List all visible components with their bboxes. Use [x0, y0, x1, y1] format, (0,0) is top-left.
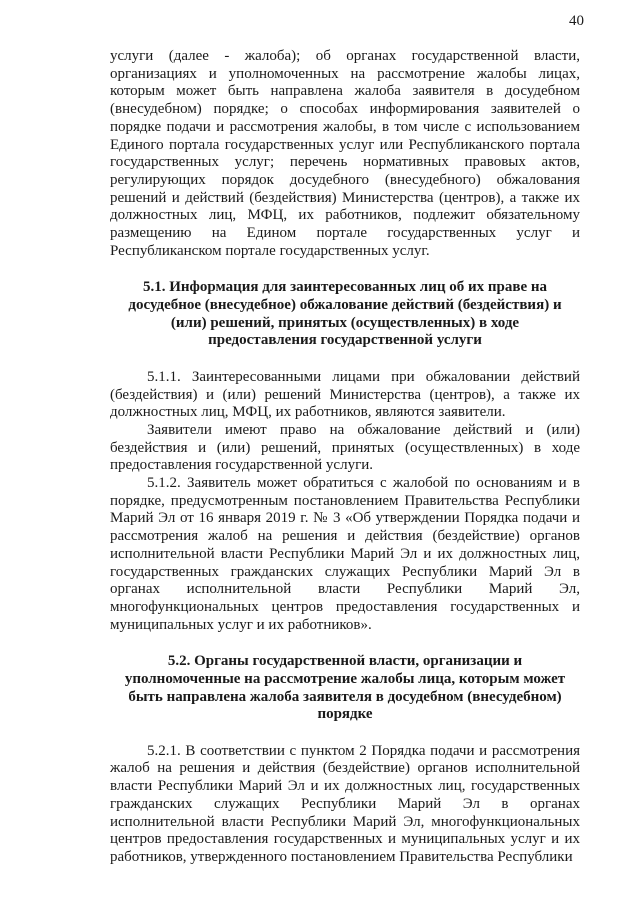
paragraph-5-2-1: 5.2.1. В соответствии с пунктом 2 Порядка подачи и рассмотрения жалоб на решения и действия (бездействие) органов исполнительной власти Республики Марий Эл и их должностных лиц, государственных гражданских служащих Республики Марий Эл в органах исполнительной власти Республики Марий Эл, многофункциональных центров предоставления государственных и муниципальных услуг и их работников, утвержденного постановлением Правительства Республики [110, 742, 580, 865]
page-number: 40 [569, 13, 584, 29]
section-heading-5-2: 5.2. Органы государственной власти, организации и уполномоченные на рассмотрение жалобы лица, которым может быть направлена жалоба заявителя в досудебном (внесудебном) порядке [124, 653, 566, 723]
paragraph-appeal-right: Заявители имеют право на обжалование действий и (или) бездействия и (или) решений, принятых (осуществленных) в ходе предоставления государственной услуги. [110, 421, 580, 474]
paragraph-5-1-1: 5.1.1. Заинтересованными лицами при обжаловании действий (бездействия) и (или) решений Министерства (центров), а также их должностных лиц, МФЦ, их работников, являются заявители. [110, 368, 580, 421]
paragraph-5-1-2: 5.1.2. Заявитель может обратиться с жалобой по основаниям и в порядке, предусмотренным постановлением Правительства Республики Марий Эл от 16 января 2019 г. № 3 «Об утверждении Порядка подачи и рассмотрения жалоб на решения и действия (бездействие) органов исполнительной власти Республики Марий Эл и их должностных лиц, государственных гражданских служащих Республики Марий Эл в органах исполнительной власти Республики Марий Эл, многофункциональных центров предоставления государственных и муниципальных услуг и их работников». [110, 475, 580, 633]
document-body [110, 48, 580, 867]
section-heading-5-1: 5.1. Информация для заинтересованных лиц об их праве на досудебное (внесудебное) обжалование действий (бездействия) и (или) решений, принятых (осуществленных) в ходе предоставления государственной услуги [128, 279, 562, 349]
intro-paragraph: услуги (далее - жалоба); об органах государственной власти, организациях и уполномоченных на рассмотрение жалобы лицах, которым может быть направлена жалоба заявителя в досудебном (внесудебном) порядке; о способах информирования заявителей о порядке подачи и рассмотрения жалобы, в том числе с использованием Единого портала государственных услуг или Республиканского портала государственных услуг; перечень нормативных правовых актов, регулирующих порядок досудебного (внесудебного) обжалования решений и действий (бездействия) Министерства (центров), а также их должностных лиц, МФЦ, их работников, подлежит обязательному размещению на Едином портале государственных услуг и Республиканском портале государственных услуг. [110, 48, 580, 259]
